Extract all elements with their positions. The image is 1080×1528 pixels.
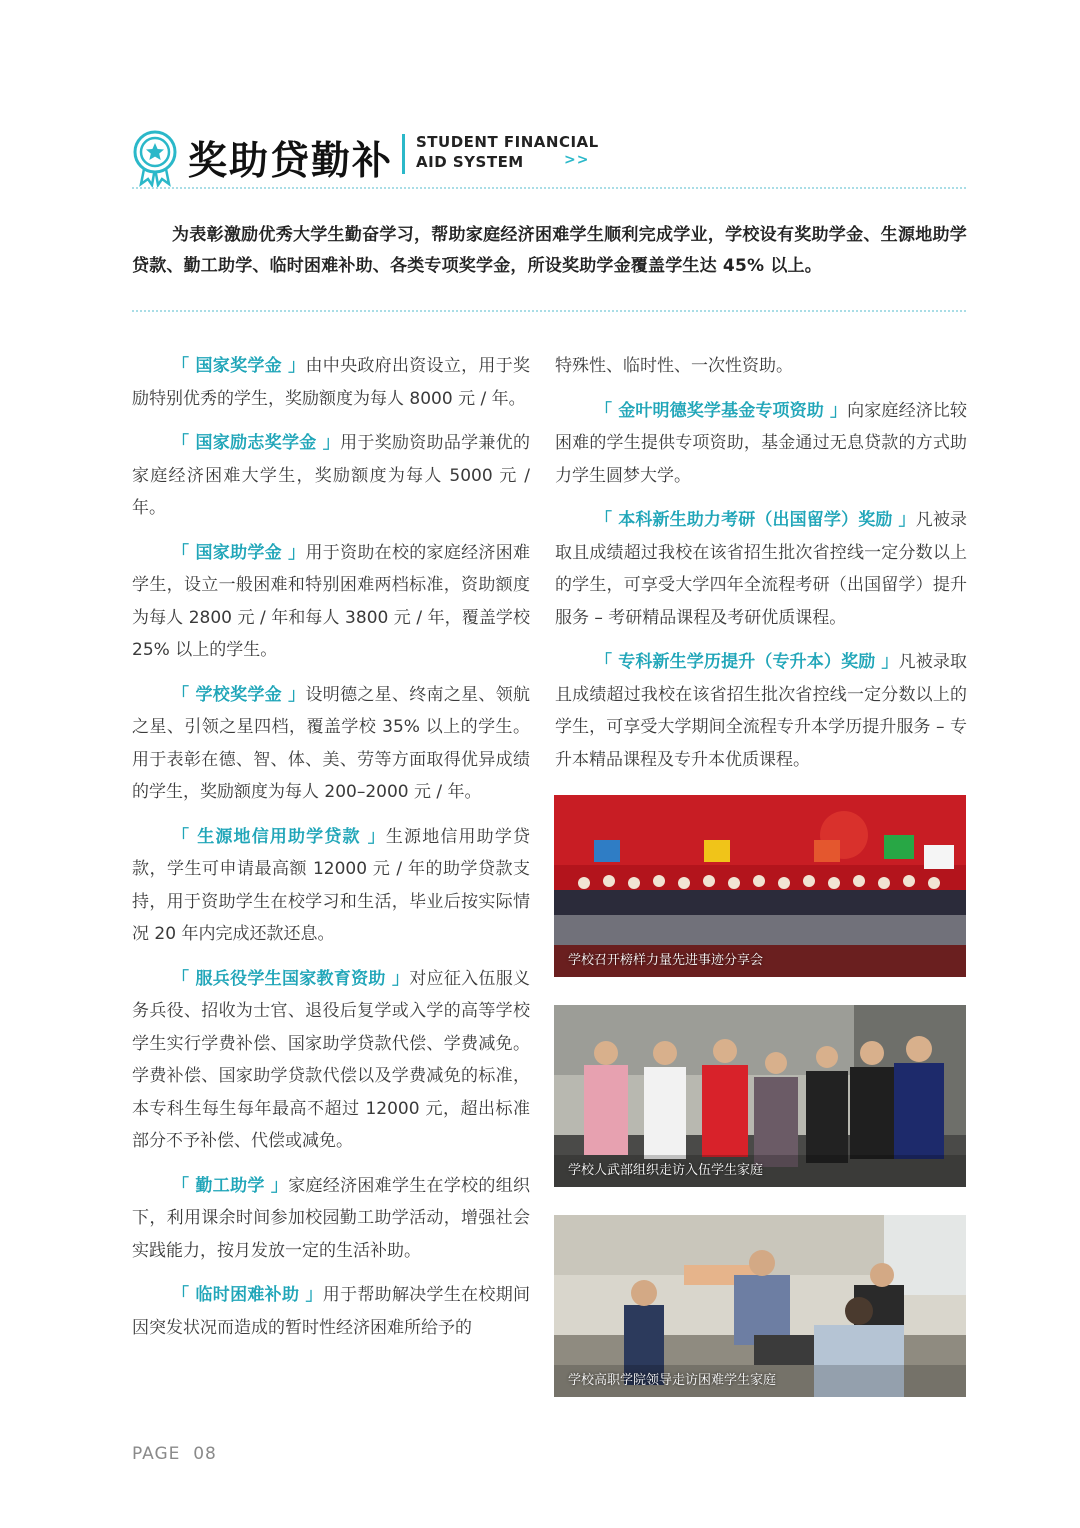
aid-item xyxy=(555,395,967,493)
aid-item-title: 「 临时困难补助 」 xyxy=(172,1285,323,1305)
aid-item xyxy=(555,504,967,634)
aid-item xyxy=(132,963,530,1158)
aid-item xyxy=(132,1170,530,1268)
title-divider xyxy=(402,134,405,174)
page-title: 奖助贷勤补 xyxy=(188,139,394,184)
aid-item xyxy=(132,427,530,525)
aid-item-text: 凡被录取且成绩超过我校在该省招生批次省控线一定分数以上的学生，可享受大学期间全流程专升本学历提升服务 – 专升本精品课程及专升本优质课程。 xyxy=(555,652,967,770)
aid-item-text: 凡被录取且成绩超过我校在该省招生批次省控线一定分数以上的学生，可享受大学四年全流程考研（出国留学）提升服务 – 考研精品课程及考研优质课程。 xyxy=(555,510,968,628)
aid-item-title: 「 勤工助学 」 xyxy=(172,1175,289,1196)
aid-item-text: 用于资助在校的家庭经济困难学生，设立一般困难和特别困难两档标准，资助额度为每人 2800 元 / 年和每人 3800 元 / 年，覆盖学校 25% 以上的学生。 xyxy=(132,542,531,660)
aid-item-title: 「 学校奖学金 」 xyxy=(172,684,306,705)
aid-item-title: 「 国家助学金 」 xyxy=(172,542,306,563)
aid-item-title: 「 金叶明德奖学基金专项资助 」 xyxy=(595,400,848,421)
aid-item-text: 用于奖励资助品学兼优的家庭经济困难大学生，奖励额度为每人 5000 元 / 年。 xyxy=(132,433,530,518)
aid-item-continuation: 特殊性、临时性、一次性资助。 xyxy=(555,356,793,376)
aid-item-title: 「 国家励志奖学金 」 xyxy=(172,433,341,453)
photo-caption: 学校人武部组织走访入伍学生家庭 xyxy=(568,1163,764,1178)
aid-item-title: 「 服兵役学生国家教育资助 」 xyxy=(172,968,410,989)
photo-home-visit-students xyxy=(554,1215,966,1397)
page-number: PAGE 08 xyxy=(132,1444,217,1464)
aid-item-text: 设明德之星、终南之星、领航之星、引领之星四档，覆盖学校 35% 以上的学生。用于表彰在德、智、体、美、劳等方面取得优异成绩的学生，奖励额度为每人 200–2000 元 / 年。 xyxy=(132,684,531,802)
aid-item xyxy=(132,679,530,809)
aid-item-text: 对应征入伍服义务兵役、招收为士官、退役后复学或入学的高等学校学生实行学费补偿、国家助学贷款代偿、学费减免。学费补偿、国家助学贷款代偿以及学费减免的标准，本专科生每生每年最高不超过 12000 元，超出标准部分不予补偿、代偿或减免。 xyxy=(132,968,530,1151)
photo-home-visit-veterans xyxy=(554,1005,966,1187)
aid-item-title: 「 本科新生助力考研（出国留学）奖励 」 xyxy=(595,510,916,530)
aid-item xyxy=(555,646,967,776)
aid-item xyxy=(132,1279,530,1344)
photo-caption: 学校召开榜样力量先进事迹分享会 xyxy=(568,953,764,968)
title-english-line2: AID SYSTEM xyxy=(416,153,524,171)
double-arrow-icon: >> xyxy=(564,152,590,168)
aid-item-text: 家庭经济困难学生在学校的组织下，利用课余时间参加校园勤工助学活动，增强社会实践能力，按月发放一定的生活补助。 xyxy=(132,1175,530,1261)
aid-item xyxy=(132,350,530,415)
aid-item-title: 「 国家奖学金 」 xyxy=(172,356,306,376)
section-header xyxy=(130,122,970,192)
aid-item-text: 用于帮助解决学生在校期间因突发状况而造成的暂时性经济困难所给予的 xyxy=(132,1285,531,1338)
dotted-divider xyxy=(132,187,966,189)
dotted-divider xyxy=(132,310,966,312)
photo-caption: 学校高职学院领导走访困难学生家庭 xyxy=(568,1373,777,1388)
right-column xyxy=(555,350,967,788)
left-column xyxy=(132,350,530,1356)
award-ribbon-icon xyxy=(130,128,180,188)
aid-item xyxy=(132,537,530,667)
title-english-line1: STUDENT FINANCIAL xyxy=(416,133,599,151)
photo-award-ceremony xyxy=(554,795,966,977)
aid-item-text: 生源地信用助学贷款，学生可申请最高额 12000 元 / 年的助学贷款支持，用于资助学生在校学习和生活，毕业后按实际情况 20 年内完成还款还息。 xyxy=(132,826,530,944)
aid-item-title: 「 专科新生学历提升（专升本）奖励 」 xyxy=(595,652,899,672)
intro-paragraph: 为表彰激励优秀大学生勤奋学习，帮助家庭经济困难学生顺利完成学业，学校设有奖助学金、生源地助学贷款、勤工助学、临时困难补助、各类专项奖学金，所设奖助学金覆盖学生达 45% 以上。 xyxy=(132,225,967,276)
aid-item-text: 由中央政府出资设立，用于奖励特别优秀的学生，奖励额度为每人 8000 元 / 年。 xyxy=(132,356,531,409)
aid-item-title: 「 生源地信用助学贷款 」 xyxy=(172,826,386,847)
aid-item-text: 向家庭经济比较困难的学生提供专项资助，基金通过无息贷款的方式助力学生圆梦大学。 xyxy=(555,400,968,486)
aid-item xyxy=(132,821,530,951)
